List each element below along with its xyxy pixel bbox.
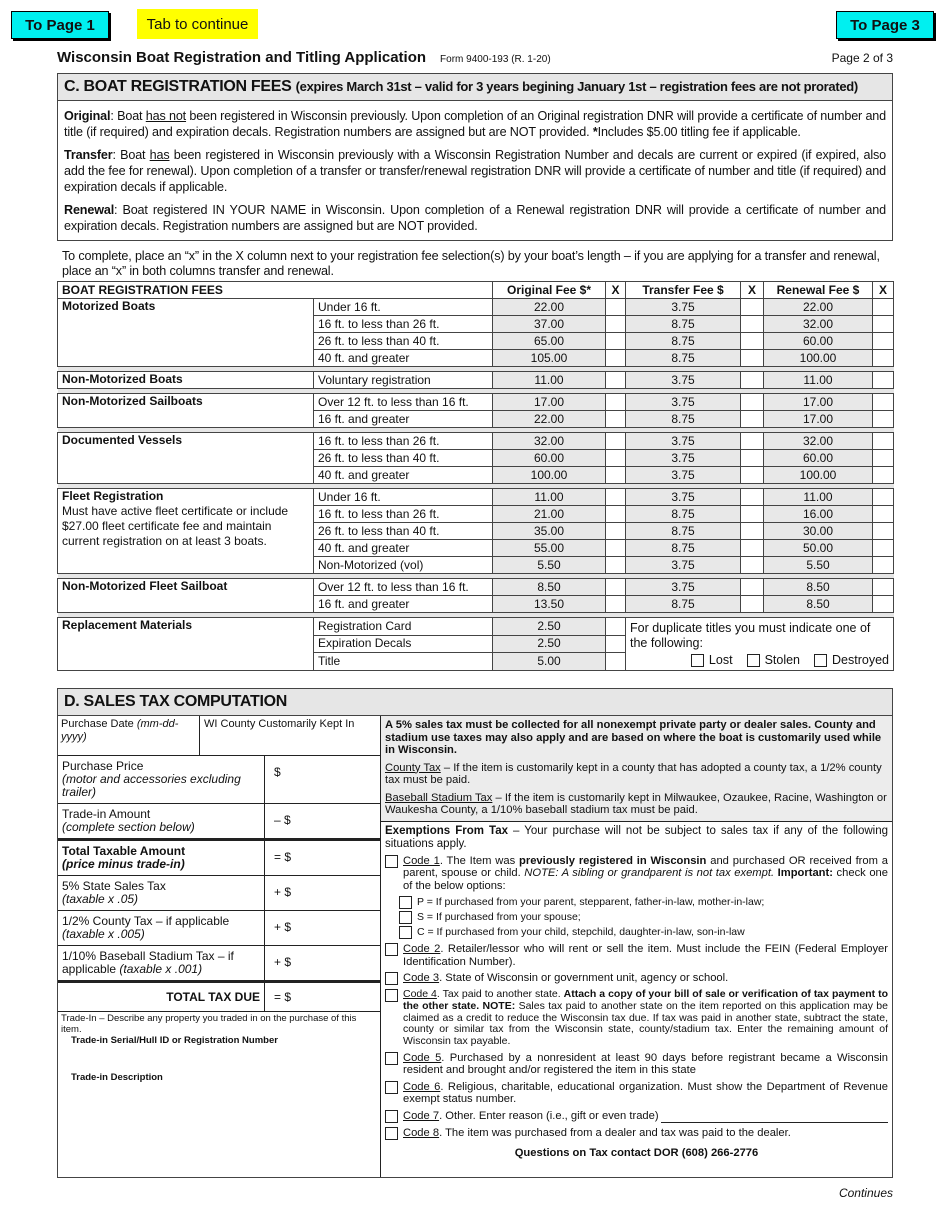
transfer-fee: 8.75 bbox=[626, 506, 741, 523]
transfer-x-field[interactable] bbox=[741, 596, 764, 613]
transfer-x-field[interactable] bbox=[741, 333, 764, 350]
tax-row bbox=[58, 756, 380, 804]
original-fee: 21.00 bbox=[493, 506, 606, 523]
purchase-date-row bbox=[58, 716, 380, 756]
original-x-field[interactable] bbox=[606, 333, 626, 350]
tax-info-panel bbox=[381, 716, 892, 1177]
tax-row-label bbox=[58, 841, 264, 875]
text: – If the item is customarily kept in Milwaukee, Ozaukee, Racine, Washington or Waukesha County, a 1/10% baseball stadium tax must be paid. bbox=[385, 791, 887, 816]
code-2: Code 2. Retailer/lessor who will rent or sell the item. Must include the FEIN (Federal Employer Identification Number). bbox=[385, 943, 888, 968]
section-c-title bbox=[58, 74, 892, 101]
fee-instructions: To complete, place an “x” in the X column next to your registration fee selection(s) by your boat’s length – if you are applying for a transfer and renewal, place an “x” in both columns transfer and renewal. bbox=[62, 249, 880, 278]
fee-row bbox=[58, 433, 894, 450]
boat-length: Over 12 ft. to less than 16 ft. bbox=[314, 394, 493, 411]
group-name: Non-Motorized Fleet Sailboat bbox=[62, 579, 228, 593]
transfer-fee: 3.75 bbox=[626, 433, 741, 450]
form-header bbox=[57, 49, 893, 66]
checkbox[interactable] bbox=[747, 654, 760, 667]
exemptions bbox=[381, 822, 892, 1169]
transfer-x-field[interactable] bbox=[741, 394, 764, 411]
label: Purchase Date bbox=[61, 718, 134, 730]
renewal-x-field[interactable] bbox=[873, 372, 894, 389]
transfer-fee: 8.75 bbox=[626, 333, 741, 350]
column-header: Transfer Fee $ bbox=[626, 282, 741, 299]
label: 1/10% Baseball Stadium Tax – if bbox=[62, 949, 234, 963]
code-1-option-c bbox=[385, 926, 888, 939]
page-number: Page 2 of 3 bbox=[831, 51, 893, 65]
group-name: Non-Motorized Sailboats bbox=[62, 394, 203, 408]
option-label: P = If purchased from your parent, stepparent, father-in-law, mother-in-law; bbox=[417, 896, 765, 908]
code-2-checkbox[interactable] bbox=[385, 943, 398, 956]
tax-amount-field[interactable]: + $ bbox=[264, 946, 380, 980]
label: Trade-in Amount bbox=[62, 807, 151, 821]
text: : Boat bbox=[112, 148, 150, 162]
renewal-fee: 32.00 bbox=[764, 433, 873, 450]
replacement-item: Title bbox=[314, 653, 493, 671]
fee-row bbox=[58, 579, 894, 596]
original-x-field[interactable] bbox=[606, 467, 626, 484]
text: (taxable x .001) bbox=[119, 962, 203, 976]
renewal-fee: 8.50 bbox=[764, 596, 873, 613]
boat-length: 16 ft. and greater bbox=[314, 411, 493, 428]
text: (complete section below) bbox=[62, 820, 195, 834]
renewal-fee: 30.00 bbox=[764, 523, 873, 540]
original-fee: 37.00 bbox=[493, 316, 606, 333]
replacement-fee: 2.50 bbox=[493, 635, 606, 653]
checkbox[interactable] bbox=[814, 654, 827, 667]
renewal-x-field[interactable] bbox=[873, 579, 894, 596]
group-name: Fleet Registration bbox=[62, 489, 164, 503]
original-x-field[interactable] bbox=[606, 450, 626, 467]
to-page-1-button[interactable]: To Page 1 bbox=[11, 11, 109, 39]
form-body bbox=[57, 73, 893, 1220]
replacement-fee: 5.00 bbox=[493, 653, 606, 671]
text: : Boat registered IN YOUR NAME in Wisconsin. Upon completion of a Renewal registration DNR will provide a certificate of number and expiration decals. Registration numbers are assigned but are NOT provided. bbox=[64, 203, 886, 233]
tax-row bbox=[58, 911, 380, 946]
tax-info-box bbox=[381, 716, 892, 822]
label: Total Taxable Amount bbox=[62, 844, 186, 858]
trade-in-description-label: Trade-in Description bbox=[71, 1072, 163, 1083]
transfer-x-field[interactable] bbox=[741, 450, 764, 467]
code-3-checkbox[interactable] bbox=[385, 972, 398, 985]
boat-length: 26 ft. to less than 40 ft. bbox=[314, 450, 493, 467]
renewal-fee: 11.00 bbox=[764, 372, 873, 389]
sublabel bbox=[62, 893, 260, 906]
boat-length: 40 ft. and greater bbox=[314, 350, 493, 367]
transfer-fee: 3.75 bbox=[626, 557, 741, 574]
column-header: X bbox=[741, 282, 764, 299]
transfer-fee: 3.75 bbox=[626, 450, 741, 467]
boat-length: 26 ft. to less than 40 ft. bbox=[314, 333, 493, 350]
tax-row-label bbox=[58, 946, 264, 980]
transfer-fee: 3.75 bbox=[626, 394, 741, 411]
option-destroyed[interactable] bbox=[814, 653, 889, 668]
boat-type-label bbox=[58, 394, 314, 428]
tax-row bbox=[58, 804, 380, 839]
boat-length: Non-Motorized (vol) bbox=[314, 557, 493, 574]
transfer-fee: 3.75 bbox=[626, 299, 741, 316]
original-fee: 17.00 bbox=[493, 394, 606, 411]
original-fee: 65.00 bbox=[493, 333, 606, 350]
transfer-fee: 3.75 bbox=[626, 579, 741, 596]
transfer-fee: 3.75 bbox=[626, 467, 741, 484]
to-page-3-button[interactable]: To Page 3 bbox=[836, 11, 934, 39]
total-tax-due-field[interactable]: = $ bbox=[264, 983, 380, 1011]
duplicate-text: For duplicate titles you must indicate one of the following: bbox=[630, 621, 871, 650]
renewal-fee: 5.50 bbox=[764, 557, 873, 574]
boat-length: 16 ft. to less than 26 ft. bbox=[314, 506, 493, 523]
tax-computation-table bbox=[58, 716, 381, 1177]
code-1: Code 1. The Item was previously registered in Wisconsin and purchased OR received from a parent, spouse or child. NOTE: A sibling or grandparent is not tax exempt. Important: check one of the below options: bbox=[385, 855, 888, 893]
option-label: Lost bbox=[708, 653, 733, 667]
tax-row-label bbox=[58, 876, 264, 910]
fee-row bbox=[58, 299, 894, 316]
original-fee: 35.00 bbox=[493, 523, 606, 540]
code-1-option-s bbox=[385, 911, 888, 924]
original-fee: 22.00 bbox=[493, 299, 606, 316]
column-header: X bbox=[873, 282, 894, 299]
renewal-x-field[interactable] bbox=[873, 506, 894, 523]
original-x-field[interactable] bbox=[606, 394, 626, 411]
term: Renewal bbox=[64, 203, 115, 217]
original-fee: 13.50 bbox=[493, 596, 606, 613]
trade-in-section bbox=[58, 1012, 380, 1177]
transfer-x-field[interactable] bbox=[741, 350, 764, 367]
form-number: Form 9400-193 (R. 1-20) bbox=[440, 54, 551, 65]
tax-amount-field[interactable]: + $ bbox=[264, 911, 380, 945]
boat-length: 16 ft. to less than 26 ft. bbox=[314, 433, 493, 450]
code-8: Code 8. The item was purchased from a dealer and tax was paid to the dealer. bbox=[385, 1127, 888, 1140]
column-header: Original Fee $* bbox=[493, 282, 606, 299]
boat-length: Voluntary registration bbox=[314, 372, 493, 389]
term: Exemptions From Tax bbox=[385, 824, 508, 837]
code-1-option-p bbox=[385, 896, 888, 909]
boat-type-label bbox=[58, 372, 314, 389]
replacement-label: Replacement Materials bbox=[58, 618, 314, 671]
code-5-checkbox[interactable] bbox=[385, 1052, 398, 1065]
text: * bbox=[592, 125, 598, 139]
original-x-field[interactable] bbox=[606, 299, 626, 316]
boat-length: 40 ft. and greater bbox=[314, 467, 493, 484]
renewal-x-field[interactable] bbox=[873, 299, 894, 316]
tab-to-continue-hint: Tab to continue bbox=[137, 9, 258, 39]
code-5: Code 5. Purchased by a nonresident at least 90 days before registrant became a Wisconsin resident and brought and/or registered the item in this state bbox=[385, 1052, 888, 1077]
original-x-field[interactable] bbox=[606, 411, 626, 428]
transfer-x-field[interactable] bbox=[741, 411, 764, 428]
original-x-field[interactable] bbox=[606, 540, 626, 557]
renewal-x-field[interactable] bbox=[873, 557, 894, 574]
original-fee: 11.00 bbox=[493, 489, 606, 506]
original-x-field[interactable] bbox=[606, 596, 626, 613]
text: has bbox=[149, 148, 170, 162]
renewal-fee: 60.00 bbox=[764, 333, 873, 350]
renewal-x-field[interactable] bbox=[873, 450, 894, 467]
original-description bbox=[58, 108, 892, 140]
code-3: Code 3. State of Wisconsin or government unit, agency or school. bbox=[385, 972, 888, 985]
option-label: S = If purchased from your spouse; bbox=[417, 911, 581, 923]
code-8-checkbox[interactable] bbox=[385, 1127, 398, 1140]
original-fee: 32.00 bbox=[493, 433, 606, 450]
transfer-x-field[interactable] bbox=[741, 316, 764, 333]
renewal-fee: 100.00 bbox=[764, 467, 873, 484]
section-c-info bbox=[57, 73, 893, 241]
renewal-x-field[interactable] bbox=[873, 350, 894, 367]
code-6-checkbox[interactable] bbox=[385, 1081, 398, 1094]
renewal-x-field[interactable] bbox=[873, 523, 894, 540]
text: been registered in Wisconsin previously. Upon completion of an Original registration DNR will provide a certificate of number and title (if required) and expiration decals. Registration numbers are assigned but are NOT provided. bbox=[64, 109, 887, 139]
original-x-field[interactable] bbox=[606, 489, 626, 506]
original-fee: 8.50 bbox=[493, 579, 606, 596]
boat-length: 16 ft. and greater bbox=[314, 596, 493, 613]
option-lost[interactable] bbox=[691, 653, 733, 668]
label: TOTAL TAX DUE bbox=[166, 990, 260, 1004]
term: Transfer bbox=[64, 148, 113, 162]
section-d bbox=[57, 688, 893, 1178]
transfer-fee: 3.75 bbox=[626, 489, 741, 506]
renewal-fee: 11.00 bbox=[764, 489, 873, 506]
label: Purchase Price bbox=[62, 759, 144, 773]
text: (taxable x .005) bbox=[62, 927, 145, 941]
boat-length: 16 ft. to less than 26 ft. bbox=[314, 316, 493, 333]
original-x-field[interactable] bbox=[606, 506, 626, 523]
transfer-x-field[interactable] bbox=[741, 299, 764, 316]
replacement-row bbox=[58, 618, 894, 636]
boat-type-label bbox=[58, 299, 314, 367]
renewal-fee: 32.00 bbox=[764, 316, 873, 333]
transfer-x-field[interactable] bbox=[741, 523, 764, 540]
original-x-field[interactable] bbox=[606, 523, 626, 540]
label: 5% State Sales Tax bbox=[62, 879, 166, 893]
original-fee: 100.00 bbox=[493, 467, 606, 484]
term: County Tax bbox=[385, 761, 441, 774]
county-field[interactable]: WI County Customarily Kept In bbox=[204, 718, 355, 730]
section-subtitle: (expires March 31st – valid for 3 years begining January 1st – registration fees are not prorated) bbox=[295, 79, 858, 94]
text: – Your purchase will not be subject to sales tax if any of the following situations apply. bbox=[385, 824, 888, 850]
renewal-x-field[interactable] bbox=[873, 433, 894, 450]
group-name: Motorized Boats bbox=[62, 299, 156, 313]
tax-amount-field[interactable]: + $ bbox=[264, 876, 380, 910]
text: been registered in Wisconsin previously with a Wisconsin Registration Number and decals are current or expired (if expired, also add the fee for renewal). Upon completion of a transfer or transfer/renewal registration DNR will provide a certificate of number and title (if required) and expiration decals if applicable. bbox=[64, 148, 886, 194]
tax-row-label bbox=[58, 911, 264, 945]
tax-amount-field[interactable]: = $ bbox=[264, 841, 380, 875]
group-note: Must have active fleet certificate or include $27.00 fleet certificate fee and maintain current registration on at least 3 boats. bbox=[62, 504, 289, 548]
term: Original bbox=[64, 109, 111, 123]
option-c-checkbox[interactable] bbox=[399, 926, 412, 939]
original-fee: 55.00 bbox=[493, 540, 606, 557]
sublabel bbox=[62, 821, 260, 834]
questions-contact: Questions on Tax contact DOR (608) 266-2776 bbox=[514, 1146, 759, 1159]
renewal-x-field[interactable] bbox=[873, 467, 894, 484]
tax-row-label bbox=[58, 804, 264, 838]
boat-length: 40 ft. and greater bbox=[314, 540, 493, 557]
boat-length: 26 ft. to less than 40 ft. bbox=[314, 523, 493, 540]
sublabel bbox=[62, 928, 260, 941]
tax-row-label bbox=[58, 756, 264, 803]
sublabel bbox=[62, 773, 260, 799]
transfer-x-field[interactable] bbox=[741, 506, 764, 523]
code-7-checkbox[interactable] bbox=[385, 1110, 398, 1123]
renewal-x-field[interactable] bbox=[873, 540, 894, 557]
transfer-x-field[interactable] bbox=[741, 557, 764, 574]
tax-row bbox=[58, 876, 380, 911]
renewal-fee: 60.00 bbox=[764, 450, 873, 467]
original-fee: 22.00 bbox=[493, 411, 606, 428]
boat-length: Over 12 ft. to less than 16 ft. bbox=[314, 579, 493, 596]
renewal-x-field[interactable] bbox=[873, 333, 894, 350]
transfer-x-field[interactable] bbox=[741, 579, 764, 596]
transfer-x-field[interactable] bbox=[741, 540, 764, 557]
purchase-date-field[interactable] bbox=[58, 716, 200, 755]
code-7: Code 7. Other. Enter reason (i.e., gift or even trade) bbox=[385, 1110, 888, 1123]
renewal-x-field[interactable] bbox=[873, 489, 894, 506]
renewal-fee: 8.50 bbox=[764, 579, 873, 596]
original-x-field[interactable] bbox=[606, 579, 626, 596]
renewal-fee: 17.00 bbox=[764, 411, 873, 428]
term: Baseball Stadium Tax bbox=[385, 791, 493, 804]
original-x-field[interactable] bbox=[606, 350, 626, 367]
fee-row bbox=[58, 394, 894, 411]
original-fee: 11.00 bbox=[493, 372, 606, 389]
text: (price minus trade-in) bbox=[62, 857, 185, 871]
option-label: Destroyed bbox=[832, 653, 889, 667]
boat-type-label bbox=[58, 489, 314, 574]
original-fee: 60.00 bbox=[493, 450, 606, 467]
boat-type-label bbox=[58, 433, 314, 484]
boat-length: Under 16 ft. bbox=[314, 299, 493, 316]
option-stolen[interactable] bbox=[747, 653, 800, 668]
renewal-x-field[interactable] bbox=[873, 411, 894, 428]
text: applicable bbox=[62, 962, 120, 976]
renewal-fee: 17.00 bbox=[764, 394, 873, 411]
transfer-description bbox=[58, 147, 892, 195]
tax-amount-field[interactable]: $ bbox=[264, 756, 380, 803]
code-4: Code 4. Tax paid to another state. Attach a copy of your bill of sale or verification of tax payment to the other state. NOTE: Sales tax paid to another state on the item reported on this application may be claimed as a credit to reduce the Wisconsin tax due. If tax was paid in another state, subtract the state, county or similar tax from the Wisconsin state, county/stadium tax. Enter the remaining amount of Wisconsin tax payable. bbox=[385, 989, 888, 1048]
duplicate-options bbox=[630, 653, 889, 668]
stadium-tax-text bbox=[385, 792, 888, 817]
sublabel bbox=[62, 858, 260, 871]
fee-row bbox=[58, 372, 894, 389]
original-x-field[interactable] bbox=[606, 557, 626, 574]
code-7-reason-field[interactable] bbox=[661, 1110, 888, 1123]
continues-label: Continues bbox=[838, 1186, 893, 1200]
transfer-fee: 8.75 bbox=[626, 350, 741, 367]
duplicate-title-box bbox=[626, 618, 894, 671]
column-header: BOAT REGISTRATION FEES bbox=[58, 282, 493, 299]
trade-in-desc: Trade-In – Describe any property you traded in on the purchase of this item. bbox=[61, 1013, 357, 1035]
original-fee: 105.00 bbox=[493, 350, 606, 367]
renewal-x-field[interactable] bbox=[873, 596, 894, 613]
section-title: C. BOAT REGISTRATION FEES bbox=[64, 78, 292, 95]
renewal-x-field[interactable] bbox=[873, 394, 894, 411]
total-tax-due-row bbox=[58, 981, 380, 1012]
label: 1/2% County Tax – if applicable bbox=[62, 914, 230, 928]
boat-type-label bbox=[58, 579, 314, 613]
text: : Boat bbox=[110, 109, 146, 123]
replacement-item: Expiration Decals bbox=[314, 635, 493, 653]
boat-length: Under 16 ft. bbox=[314, 489, 493, 506]
tax-info-text: A 5% sales tax must be collected for all nonexempt private party or dealer sales. County and stadium use taxes may also apply and are based on where the boat is customarily used while in Wisconsin. bbox=[385, 719, 882, 756]
renewal-fee: 16.00 bbox=[764, 506, 873, 523]
group-name: Non-Motorized Boats bbox=[62, 372, 183, 386]
transfer-fee: 3.75 bbox=[626, 372, 741, 389]
option-p-checkbox[interactable] bbox=[399, 896, 412, 909]
renewal-description bbox=[58, 202, 892, 234]
original-x-field[interactable] bbox=[606, 433, 626, 450]
label: (mm-dd-yyyy) bbox=[61, 718, 179, 743]
sublabel bbox=[62, 963, 260, 976]
text: Includes $5.00 titling fee if applicable. bbox=[597, 125, 801, 139]
tax-row bbox=[58, 839, 380, 876]
group-name: Documented Vessels bbox=[62, 433, 183, 447]
option-label: C = If purchased from your child, stepchild, daughter-in-law, son-in-law bbox=[417, 926, 745, 938]
column-header: X bbox=[606, 282, 626, 299]
checkbox[interactable] bbox=[691, 654, 704, 667]
transfer-fee: 8.75 bbox=[626, 596, 741, 613]
renewal-x-field[interactable] bbox=[873, 316, 894, 333]
section-d-title: D. SALES TAX COMPUTATION bbox=[58, 689, 892, 716]
option-s-checkbox[interactable] bbox=[399, 911, 412, 924]
replacement-x-field[interactable] bbox=[606, 635, 626, 653]
trade-in-serial-label: Trade-in Serial/Hull ID or Registration Number bbox=[71, 1035, 278, 1046]
original-x-field[interactable] bbox=[606, 372, 626, 389]
transfer-x-field[interactable] bbox=[741, 467, 764, 484]
fee-row bbox=[58, 489, 894, 506]
tax-amount-field[interactable]: – $ bbox=[264, 804, 380, 838]
fee-table-header bbox=[58, 282, 894, 299]
text: (motor and accessories excluding trailer) bbox=[62, 772, 241, 799]
replacement-x-field[interactable] bbox=[606, 653, 626, 671]
transfer-fee: 8.75 bbox=[626, 411, 741, 428]
form-title: Wisconsin Boat Registration and Titling Application bbox=[57, 49, 427, 66]
code-4-checkbox[interactable] bbox=[385, 989, 398, 1002]
renewal-fee: 22.00 bbox=[764, 299, 873, 316]
original-x-field[interactable] bbox=[606, 316, 626, 333]
column-header: Renewal Fee $ bbox=[764, 282, 873, 299]
renewal-fee: 50.00 bbox=[764, 540, 873, 557]
original-fee: 5.50 bbox=[493, 557, 606, 574]
transfer-x-field[interactable] bbox=[741, 433, 764, 450]
code-1-checkbox[interactable] bbox=[385, 855, 398, 868]
text: – If the item is customarily kept in a county that has adopted a county tax, a 1/2% county tax must be paid. bbox=[385, 761, 882, 786]
transfer-x-field[interactable] bbox=[741, 489, 764, 506]
transfer-x-field[interactable] bbox=[741, 372, 764, 389]
option-label: Stolen bbox=[764, 653, 801, 667]
renewal-fee: 100.00 bbox=[764, 350, 873, 367]
fee-table bbox=[57, 281, 894, 671]
code-6: Code 6. Religious, charitable, educational organization. Must show the Department of Revenue exempt status number. bbox=[385, 1081, 888, 1106]
transfer-fee: 8.75 bbox=[626, 523, 741, 540]
transfer-fee: 8.75 bbox=[626, 316, 741, 333]
tax-row bbox=[58, 946, 380, 981]
county-tax-text bbox=[385, 762, 888, 787]
replacement-item: Registration Card bbox=[314, 618, 493, 636]
replacement-x-field[interactable] bbox=[606, 618, 626, 636]
transfer-fee: 8.75 bbox=[626, 540, 741, 557]
replacement-fee: 2.50 bbox=[493, 618, 606, 636]
text: (taxable x .05) bbox=[62, 892, 139, 906]
text: has not bbox=[145, 109, 187, 123]
